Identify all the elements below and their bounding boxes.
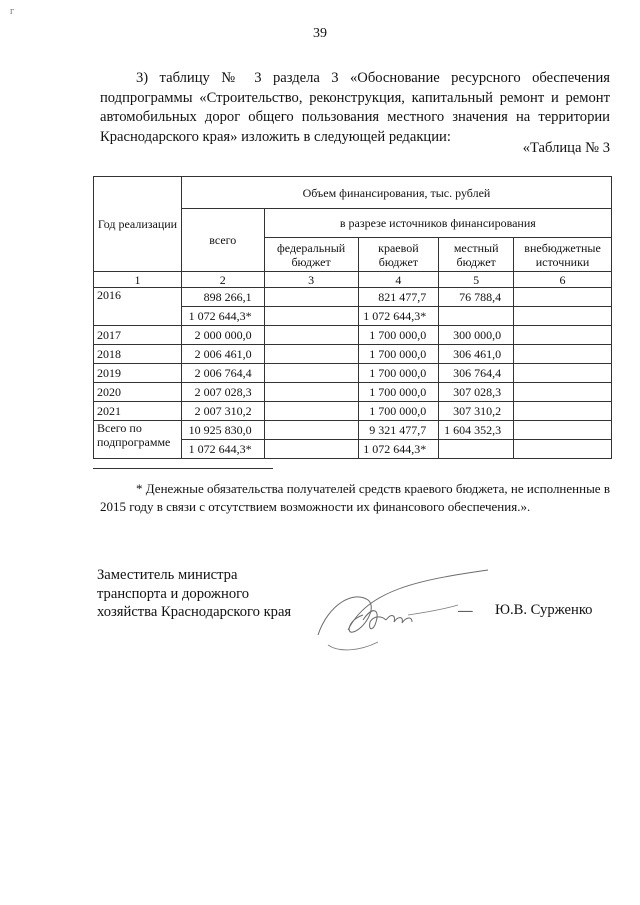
total-cell: 2 006 461,0 — [181, 345, 264, 364]
intro-paragraph — [100, 69, 610, 147]
federal-cell — [264, 326, 358, 345]
year-cell: 2020 — [94, 383, 182, 402]
header-funding: Объем финансирования, тыс. рублей — [181, 177, 611, 209]
extra-cell — [514, 364, 612, 383]
header-local: местный бюджет — [439, 238, 514, 272]
corner-mark: г — [10, 6, 15, 17]
total-cell: 10 925 830,0 — [181, 421, 264, 440]
year-cell: 2021 — [94, 402, 182, 421]
total-cell: 2 007 310,2 — [181, 402, 264, 421]
federal-cell — [264, 288, 358, 307]
col-number: 4 — [358, 272, 439, 288]
regional-cell: 1 700 000,0 — [358, 345, 439, 364]
col-number: 3 — [264, 272, 358, 288]
regional-cell: 821 477,7 — [358, 288, 439, 307]
local-cell — [439, 307, 514, 326]
local-cell: 306 764,4 — [439, 364, 514, 383]
total-cell: 2 007 028,3 — [181, 383, 264, 402]
extra-cell — [514, 421, 612, 440]
table-row — [94, 364, 612, 383]
extra-cell — [514, 288, 612, 307]
table-row — [94, 402, 612, 421]
header-federal: федеральный бюджет — [264, 238, 358, 272]
column-numbers-row — [94, 272, 612, 288]
local-cell: 76 788,4 — [439, 288, 514, 307]
table-row — [94, 383, 612, 402]
federal-cell — [264, 383, 358, 402]
local-cell: 300 000,0 — [439, 326, 514, 345]
header-year: Год реализации — [94, 177, 182, 272]
federal-cell — [264, 440, 358, 459]
year-cell: 2018 — [94, 345, 182, 364]
total-cell: 1 072 644,3* — [181, 440, 264, 459]
col-number: 5 — [439, 272, 514, 288]
extra-cell — [514, 440, 612, 459]
table-row — [94, 345, 612, 364]
signatory-title-line: хозяйства Краснодарского края — [97, 604, 292, 620]
federal-cell — [264, 402, 358, 421]
header-regional: краевой бюджет — [358, 238, 439, 272]
footnote-divider — [93, 468, 273, 469]
total-row — [94, 421, 612, 440]
footnote: * Денежные обязательства получателей средств краевого бюджета, не исполненные в 2015 году в связи с отсутствием возможности их финансового обеспечения.». — [100, 481, 610, 514]
regional-cell: 1 700 000,0 — [358, 364, 439, 383]
extra-cell — [514, 383, 612, 402]
extra-cell — [514, 402, 612, 421]
total-cell: 898 266,1 — [181, 288, 264, 307]
year-cell: 2017 — [94, 326, 182, 345]
total-cell: 2 000 000,0 — [181, 326, 264, 345]
signatory-name: Ю.В. Сурженко — [495, 602, 593, 618]
extra-cell — [514, 307, 612, 326]
federal-cell — [264, 364, 358, 383]
signatory-title-line: Заместитель министра — [97, 567, 238, 583]
signatory-title-line: транспорта и дорожного — [97, 585, 250, 602]
regional-cell: 1 072 644,3* — [358, 307, 439, 326]
local-cell: 307 310,2 — [439, 402, 514, 421]
local-cell: 1 604 352,3 — [439, 421, 514, 440]
extra-cell — [514, 345, 612, 364]
table-row — [94, 288, 612, 307]
header-total: всего — [181, 209, 264, 272]
federal-cell — [264, 421, 358, 440]
total-label-cell: Всего по подпрограмме — [94, 421, 182, 459]
regional-cell: 1 700 000,0 — [358, 402, 439, 421]
header-extra: внебюджетные источники — [514, 238, 612, 272]
col-number: 1 — [94, 272, 182, 288]
col-number: 6 — [514, 272, 612, 288]
year-cell: 2019 — [94, 364, 182, 383]
total-cell: 1 072 644,3* — [181, 307, 264, 326]
local-cell — [439, 440, 514, 459]
table-row — [94, 326, 612, 345]
regional-cell: 1 072 644,3* — [358, 440, 439, 459]
regional-cell: 9 321 477,7 — [358, 421, 439, 440]
financing-table — [93, 176, 612, 459]
page-number: 39 — [313, 26, 327, 41]
year-cell: 2016 — [94, 288, 182, 326]
local-cell: 307 028,3 — [439, 383, 514, 402]
local-cell: 306 461,0 — [439, 345, 514, 364]
total-cell: 2 006 764,4 — [181, 364, 264, 383]
extra-cell — [514, 326, 612, 345]
regional-cell: 1 700 000,0 — [358, 383, 439, 402]
signatory-title — [97, 566, 291, 622]
intro-text: 3) таблицу № 3 раздела 3 «Обоснование ресурсного обеспечения подпрограммы «Строительство, реконструкция, капитальный ремонт и ремонт автомобильных дорог общего пользования местного значения на территории Краснодарского края» изложить в следующей редакции: — [100, 70, 610, 145]
regional-cell: 1 700 000,0 — [358, 326, 439, 345]
table-label: «Таблица № 3 — [522, 140, 610, 156]
header-by-sources: в разрезе источников финансирования — [264, 209, 611, 238]
federal-cell — [264, 307, 358, 326]
federal-cell — [264, 345, 358, 364]
col-number: 2 — [181, 272, 264, 288]
signature-dash: — — [458, 603, 473, 619]
